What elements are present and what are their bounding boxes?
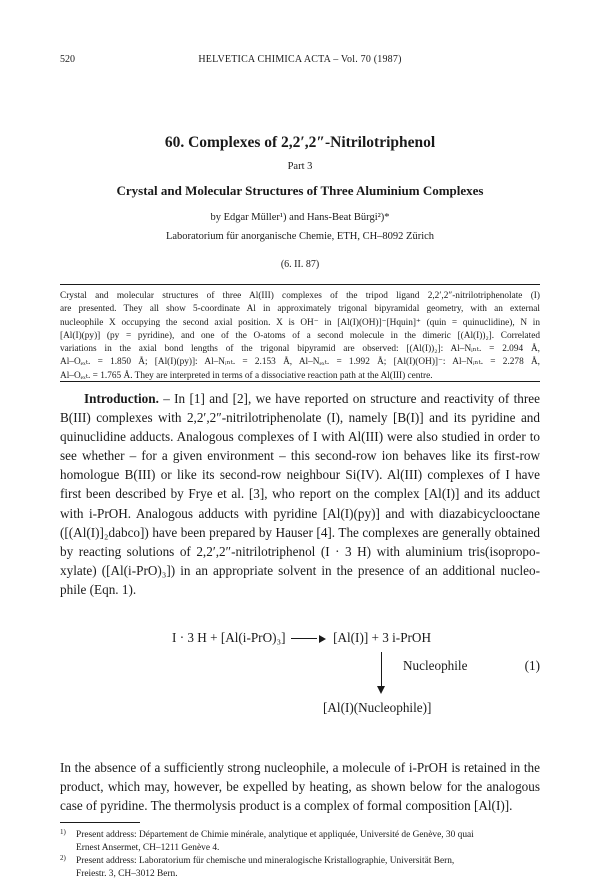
abstract-line: Crystal and molecular structures of three Al(III) complexes of the tripod ligand 2,2′,2″-nitrilotriphenolate (I): [60, 291, 540, 301]
footnote-rule: [60, 822, 140, 823]
article-part: Part 3: [287, 161, 313, 172]
arrowhead-icon: [319, 635, 326, 643]
footnote-1: [60, 829, 540, 854]
body-line: product, which may, however, be expelled by heating, as shown below for the analogous: [60, 779, 540, 795]
reaction-line: [172, 630, 431, 646]
reactants: I · 3 H + [Al(i-PrO)₃]: [172, 630, 286, 645]
abstract-line: Al–Oₑₓₜ. = 1.850 Å; [Al(I)(py)]: Al–Nᵢₙₜ. = 2.153 Å, Al–Nₑₓₜ. = 1.992 Å; [Al(I)(OH)]⁻: Al–Nᵢₙₜ. = 2.278 Å,: [60, 357, 540, 368]
final-product: [Al(I)(Nucleophile)]: [323, 700, 432, 715]
footnote-line: Ernest Ansermet, CH–1211 Genève 4.: [76, 842, 220, 853]
body-line: phile (Eqn. 1).: [60, 581, 137, 597]
footnote-mark: 1): [60, 828, 66, 836]
footnote-line: Freiestr. 3, CH–3012 Bern.: [76, 868, 178, 879]
body-line: In the absence of a sufficiently strong nucleophile, a molecule of i-PrOH is retained in the: [60, 760, 540, 775]
body-line: by reacting solutions of 2,2′,2″-nitrilotriphenol (I · 3 H) with aluminium tris(isopropo-: [60, 543, 540, 559]
body-line: xylate) ([Al(i-PrO)₃]) in an appropriate solvent in the presence of an additional nucleo-: [60, 562, 540, 578]
body-line: first been described by Frye et al. [3], who report on the complex [Al(I)] and its adduct: [60, 486, 540, 502]
body-line-text: – In [1] and [2], we have reported on structure and reactivity of three: [163, 391, 540, 406]
down-arrow-shaft: [381, 652, 382, 686]
products: [Al(I)] + 3 i-PrOH: [333, 630, 431, 645]
equation-1: [60, 630, 540, 750]
body-line: ([(Al(I)]₂dabco]) have been prepared by Hauser [4]. The complexes are generally obtained: [60, 524, 540, 540]
article-affiliation: Laboratorium für anorganische Chemie, ETH, CH–8092 Zürich: [165, 231, 435, 242]
abstract-line: Al–Oₑₓₜ. = 1.765 Å. They are interpreted in terms of a dissociative reaction path at the Al(III) centre.: [60, 370, 433, 381]
article-date: (6. II. 87): [280, 259, 320, 270]
footnote-line: Present address: Département de Chimie minérale, analytique et appliquée, Université de Genève, 30 quai: [76, 830, 474, 840]
body-line: homologue B(III) or like its second-row neighbour Si(IV). Al(III) complexes of I have: [60, 467, 540, 483]
footnote-mark: 2): [60, 854, 66, 862]
reaction-arrow: [291, 638, 317, 639]
abstract: [60, 290, 540, 383]
journal-name: HELVETICA CHIMICA ACTA – Vol. 70 (1987): [198, 54, 402, 65]
introduction-paragraph: [60, 389, 540, 599]
equation-number: (1): [524, 658, 540, 673]
down-arrow-icon: [377, 686, 385, 694]
abstract-line: are presented. They all show 5-coordinate Al in approximately trigonal bipyramidal geometry, with an external: [60, 304, 540, 315]
body-line: B(III) complexes with 2,2′,2″-nitrilotriphenolate (I), namely [B(I)] and its pyridine and: [60, 410, 540, 426]
body-line: [60, 389, 540, 408]
body-line: with i-PrOH. Analogous adducts with pyridine [Al(I)(py)] and with diazabicyclooctane: [60, 505, 540, 521]
running-header: [60, 54, 540, 66]
body-line: see whether – for a given environment – this second-row ion behaves like its first-row: [60, 448, 540, 464]
article-subtitle: Crystal and Molecular Structures of Three Aluminium Complexes: [116, 183, 484, 198]
paragraph-after-equation: [60, 758, 540, 815]
footnote-2: [60, 855, 540, 880]
abstract-bottom-rule: [60, 381, 540, 382]
article-authors: by Edgar Müller¹) and Hans-Beat Bürgi²)*: [210, 212, 390, 223]
abstract-top-rule: [60, 284, 540, 285]
article-title: 60. Complexes of 2,2′,2″-Nitrilotriphenol: [164, 134, 436, 151]
abstract-line: nucleophile X occupying the second axial position. X is OH⁻ in [Al(I)(OH)]⁻[Hquin]⁺ (quin = quinuclidine), N in: [60, 317, 540, 328]
body-line: case of pyridine. The thermolysis product is a complex of formal composition [Al(I)].: [60, 798, 513, 814]
abstract-line: variations in the axial bond lengths of the trigonal bipyramid are observed: [(Al(I))₂]: Al–Nᵢₙₜ. = 2.094 Å,: [60, 344, 540, 355]
footnote-line: Present address: Laboratorium für chemische und mineralogische Kristallographie, Universität Bern,: [76, 856, 455, 866]
body-line: quinuclidine adducts. Analogous complexes of I with Al(III) were also studied in order to: [60, 429, 540, 445]
page-number: 520: [60, 54, 75, 65]
abstract-line: [Al(I)(py)] (py = pyridine), and one of the O-atoms of a second molecule in the dimeric [(Al(I))₂]. Correlated: [60, 330, 540, 341]
reagent-label: Nucleophile: [403, 658, 468, 673]
introduction-heading: Introduction.: [84, 391, 159, 406]
